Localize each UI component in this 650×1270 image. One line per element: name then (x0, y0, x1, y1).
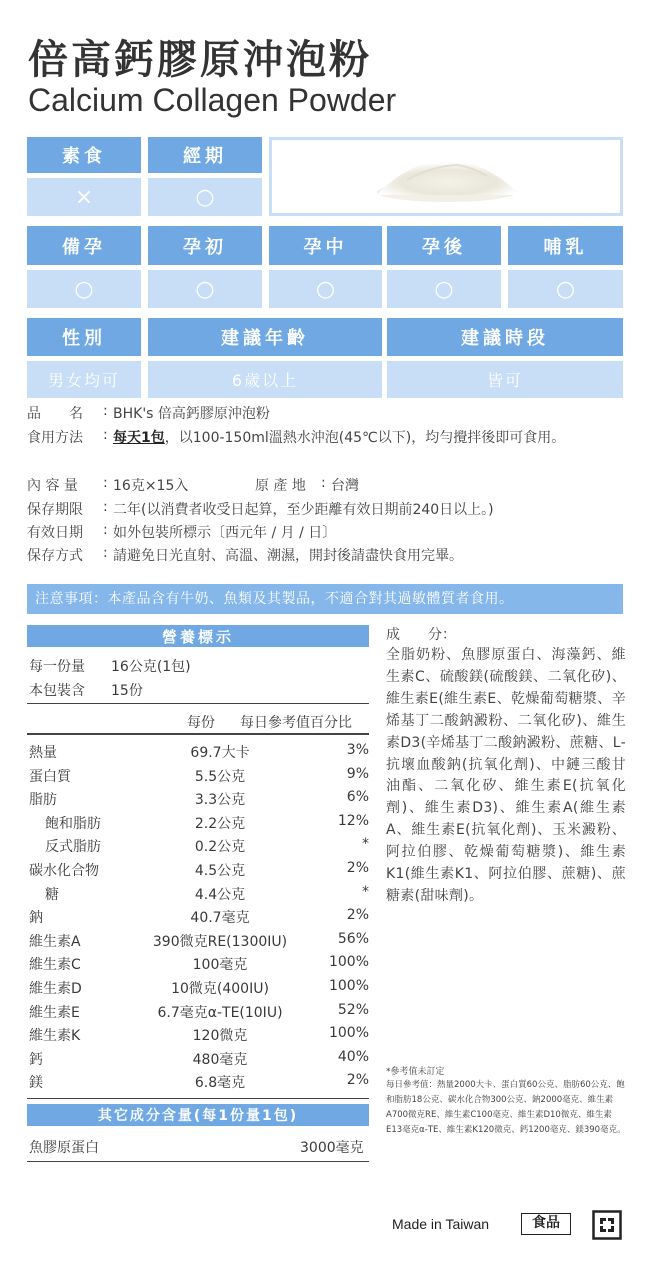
ingredients-label: 成 分： (386, 627, 456, 643)
nutrient-daily-value: 2% (346, 860, 369, 876)
serving-size-value: 16公克(1包) (111, 659, 191, 675)
nutrient-daily-value: 100% (328, 954, 369, 971)
nutrition-rule (27, 703, 369, 704)
nutrient-daily-value: 100% (328, 978, 369, 994)
food-badge: 食品 (521, 1213, 571, 1235)
nutrient-daily-value: 2% (346, 1072, 369, 1089)
nutrient-amount: 480毫克 (192, 1051, 248, 1068)
info-text: 請避免日光直射、高溫、潮濕，開封後請盡快食用完畢。 (113, 548, 463, 564)
nutrition-title: 營養標示 (27, 625, 369, 647)
info-label: 保存方式 (27, 548, 83, 564)
header-gender: 性別 (27, 318, 141, 356)
nutrient-amount: 6.7毫克α-TE(10IU) (157, 1004, 283, 1021)
other-ingredients-title: 其它成分含量(每1份量1包) (27, 1104, 369, 1126)
info-text: 二年(以消費者收受日起算，至少距離有效日期前240日以上。) (113, 502, 494, 518)
info-text-origin: 台灣 (331, 478, 359, 494)
nutrient-name: 鎂 (29, 1075, 43, 1092)
value-suggested-time: 皆可 (387, 361, 623, 398)
reference-note: *參考值未訂定 (386, 1067, 445, 1077)
made-in-taiwan: Made in Taiwan (392, 1216, 490, 1232)
nutrient-amount: 2.2公克 (194, 815, 246, 832)
info-label: 內 容 量 (27, 478, 78, 494)
header-pre-pregnancy: 備孕 (27, 226, 141, 265)
fish-collagen-label: 魚膠原蛋白 (29, 1140, 99, 1156)
nutrient-name: 鈉 (29, 910, 43, 927)
value-pre-pregnancy: ○ (27, 270, 141, 308)
nutrition-rule (27, 1161, 369, 1162)
product-info (27, 403, 627, 573)
nutrient-amount: 5.5公克 (194, 768, 246, 785)
nutrient-daily-value: 2% (346, 907, 369, 924)
nutrient-amount: 3.3公克 (194, 792, 246, 809)
page-title-en: Calcium Collagen Powder (28, 82, 397, 118)
nutrient-name: 熱量 (29, 745, 57, 761)
header-suggested-time: 建議時段 (387, 318, 623, 356)
value-late-pregnancy: ○ (387, 270, 501, 308)
value-gender: 男女均可 (27, 361, 141, 398)
nutrient-daily-value: 56% (337, 930, 369, 947)
info-label: 有效日期 (27, 525, 83, 541)
nutrient-daily-value: 52% (337, 1001, 369, 1018)
nutrient-name: 糖 (45, 886, 59, 903)
info-row-name: 品 名 : BHK's 倍高鈣膠原沖泡粉 (27, 403, 627, 425)
fish-collagen-value: 3000毫克 (300, 1140, 364, 1156)
page-title-zh: 倍高鈣膠原沖泡粉 (28, 37, 372, 83)
info-row-storage: 保存方式 : 請避免日光直射、高溫、潮濕，開封後請盡快食用完畢。 (27, 545, 627, 567)
nutrient-amount: 100毫克 (192, 957, 248, 974)
nutrition-rule-thick (27, 733, 369, 735)
nutrient-name: 蛋白質 (29, 768, 71, 785)
nutrient-daily-value: 6% (346, 789, 369, 806)
nutrient-name: 維生素E (29, 1004, 80, 1021)
serving-size-label: 每一份量 (29, 659, 85, 675)
allergy-warning-text: 注意事項：本產品含有牛奶、魚類及其製品，不適合對其過敏體質者食用。 (35, 591, 514, 607)
nutrition-rule (27, 1098, 369, 1099)
nutrient-daily-value: 12% (337, 812, 369, 829)
nutrient-amount: 69.7大卡 (190, 745, 250, 761)
nutrient-daily-value: * (362, 836, 369, 853)
nutrient-name: 維生素C (29, 957, 81, 974)
value-breastfeeding: ○ (508, 270, 623, 308)
header-breastfeeding: 哺乳 (508, 226, 623, 265)
nutrient-daily-value: 9% (346, 765, 369, 782)
info-label: 保存期限 (27, 502, 83, 518)
header-early-pregnancy: 孕初 (148, 226, 262, 265)
info-usage-highlight: 每天1包 (113, 430, 165, 446)
value-suggested-age: 6歲以上 (148, 361, 382, 398)
info-row-expiry: 有效日期 : 如外包裝所標示〔西元年 / 月 / 日〕 (27, 522, 627, 544)
header-vegetarian: 素食 (27, 137, 141, 173)
servings-per-pack-value: 15份 (111, 683, 143, 699)
nutrient-amount: 40.7毫克 (190, 910, 250, 927)
nutrient-name: 維生素A (29, 933, 81, 950)
nutrient-amount: 390微克RE(1300IU) (152, 933, 288, 950)
nutrient-daily-value: 3% (346, 742, 369, 758)
nutrient-amount: 120微克 (192, 1028, 248, 1045)
nutrient-amount: 10微克(400IU) (171, 981, 269, 997)
header-menstrual: 經期 (148, 137, 262, 173)
nutrient-name: 飽和脂肪 (45, 815, 101, 832)
nutrient-name: 維生素K (29, 1028, 81, 1045)
reference-text: 每日參考值：熱量2000大卡、蛋白質60公克、脂肪60公克、飽和脂肪18公克、碳水化合物300公克、鈉2000毫克、維生素A700微克RE、維生素C100毫克、維生素D10微克、維生素E13毫克α-TE、維生素K120微克、鈣1200毫克、鎂390毫克。 (386, 1080, 626, 1135)
nutrient-name: 維生素D (29, 981, 82, 997)
value-vegetarian: × (27, 178, 141, 216)
servings-per-pack-label: 本包裝含 (29, 683, 85, 699)
info-row-content: 內 容 量 : 16克×15入 原 產 地 : 台灣 (27, 475, 627, 497)
header-suggested-age: 建議年齡 (148, 318, 382, 356)
nutrient-name: 脂肪 (29, 792, 57, 809)
info-label-origin: 原 產 地 (255, 478, 306, 494)
info-label: 食用方法 (27, 430, 83, 446)
column-daily-value: 每日參考值百分比 (240, 715, 352, 731)
nutrient-daily-value: 40% (337, 1048, 369, 1065)
ingredients-text: 全脂奶粉、魚膠原蛋白、海藻鈣、維生素C、硫酸鎂(硫酸鎂、二氧化矽)、維生素E(維生素E、乾燥葡萄糖漿、辛烯基丁二酸鈉澱粉、二氧化矽)、維生素D3(辛烯基丁二酸鈉澱粉、蔗糖、L-抗壞血酸鈉(抗氧化劑)、中鏈三酸甘油酯、二氧化矽、維生素E(抗氧化劑)、維生素D3)、維生素A(維生素A、維生素E(抗氧化劑)、玉米澱粉、阿拉伯膠、乾燥葡萄糖漿)、維生素K1(維生素K1、阿拉伯膠、蔗糖)、蔗糖素(甜味劑)。 (386, 647, 626, 904)
nutrient-name: 反式脂肪 (45, 839, 101, 856)
info-row-usage: 食用方法 : 每天1包，以100-150ml溫熱水沖泡(45℃以下)，均勻攪拌後即可食用。 (27, 427, 566, 446)
header-late-pregnancy: 孕後 (387, 226, 501, 265)
nutrient-amount: 4.5公克 (194, 863, 246, 879)
header-mid-pregnancy: 孕中 (269, 226, 382, 265)
product-image-frame (269, 137, 623, 216)
value-early-pregnancy: ○ (148, 270, 262, 308)
info-text: 如外包裝所標示〔西元年 / 月 / 日〕 (113, 525, 337, 541)
info-label: 品 名 (27, 406, 83, 422)
value-menstrual: ○ (148, 178, 262, 216)
info-text: ，以100-150ml溫熱水沖泡(45℃以下)，均勻攪拌後即可食用。 (164, 430, 566, 446)
allergy-warning-bar (27, 584, 623, 614)
info-text: BHK's 倍高鈣膠原沖泡粉 (113, 406, 270, 422)
nutrient-name: 鈣 (29, 1051, 43, 1068)
value-mid-pregnancy: ○ (269, 270, 382, 308)
nutrient-amount: 0.2公克 (194, 839, 246, 856)
nutrient-amount: 4.4公克 (194, 886, 246, 903)
nutrient-amount: 6.8毫克 (194, 1075, 246, 1092)
powder-pile-image (272, 140, 620, 213)
recycle-icon (592, 1210, 622, 1240)
column-per-serving: 每份 (187, 715, 215, 731)
info-row-shelf-life: 保存期限 : 二年(以消費者收受日起算，至少距離有效日期前240日以上。) (27, 499, 627, 521)
nutrient-daily-value: * (362, 883, 369, 900)
nutrient-name: 碳水化合物 (29, 863, 99, 879)
info-text: 16克×15入 (113, 478, 189, 494)
nutrient-daily-value: 100% (328, 1025, 369, 1042)
